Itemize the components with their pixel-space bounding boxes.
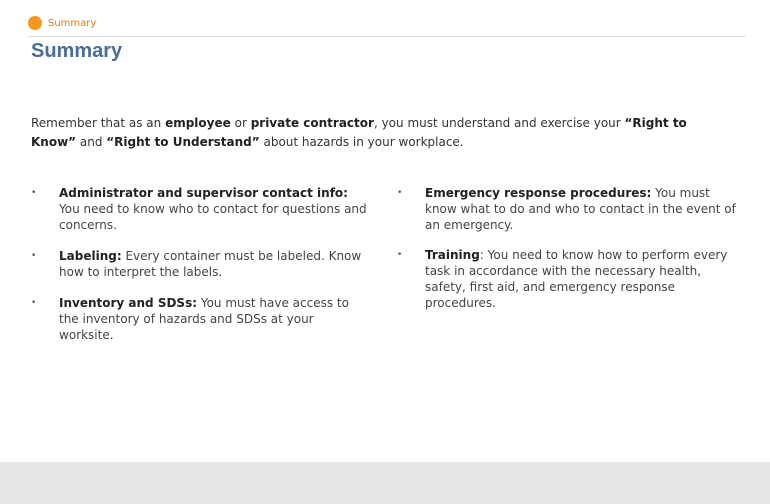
list-item bbox=[397, 185, 742, 233]
list-item-body: : You need to know how to perform every task in accordance with the necessary health, safety, first aid, and emergency response procedures. bbox=[425, 248, 728, 310]
intro-text: , you must understand and exercise your bbox=[373, 116, 625, 130]
intro-text: and bbox=[76, 135, 107, 149]
intro-text: about hazards in your workplace. bbox=[259, 135, 464, 149]
list-item-body: You must have access to the inventory of hazards and SDSs at your worksite. bbox=[59, 296, 349, 342]
list-item-text bbox=[425, 247, 742, 311]
list-item-title: Administrator and supervisor contact info: bbox=[59, 186, 348, 200]
bullet-list-left bbox=[31, 185, 371, 343]
bullet-icon: • bbox=[31, 298, 37, 308]
breadcrumb-label: Summary bbox=[48, 17, 97, 29]
footer-bar bbox=[0, 462, 770, 504]
intro-bold: “Right to Know” bbox=[31, 116, 687, 149]
list-item-body: Every container must be labeled. Know how to interpret the labels. bbox=[59, 249, 362, 279]
intro-bold: “Right to Understand” bbox=[106, 135, 260, 149]
orange-dot-icon bbox=[28, 16, 42, 30]
bullet-icon: • bbox=[397, 250, 403, 260]
intro-bold: private contractor bbox=[250, 116, 374, 130]
intro-bold: employee bbox=[165, 116, 231, 130]
list-item-title: Training bbox=[425, 248, 480, 262]
list-item-text bbox=[59, 248, 371, 280]
bullet-icon: • bbox=[31, 188, 37, 198]
intro-paragraph bbox=[31, 114, 731, 152]
list-item-body: You must know what to do and who to contact in the event of an emergency. bbox=[425, 186, 736, 232]
breadcrumb bbox=[28, 15, 96, 31]
bullet-icon: • bbox=[397, 188, 403, 198]
bullet-list-right bbox=[397, 185, 742, 311]
list-item-text bbox=[59, 185, 371, 233]
list-item bbox=[31, 295, 371, 343]
bullet-icon: • bbox=[31, 251, 37, 261]
intro-text: or bbox=[230, 116, 251, 130]
list-item bbox=[31, 248, 371, 280]
list-item-body: You need to know who to contact for questions and concerns. bbox=[59, 202, 367, 232]
page-title: Summary bbox=[31, 40, 123, 62]
list-item bbox=[397, 247, 742, 311]
list-item bbox=[31, 185, 371, 233]
header-divider bbox=[28, 36, 746, 37]
intro-text: Remember that as an bbox=[31, 116, 166, 130]
list-item-text bbox=[59, 295, 371, 343]
list-item-title: Labeling: bbox=[59, 249, 122, 263]
list-item-text bbox=[425, 185, 742, 233]
list-item-title: Emergency response procedures: bbox=[425, 186, 652, 200]
list-item-title: Inventory and SDSs: bbox=[59, 296, 198, 310]
